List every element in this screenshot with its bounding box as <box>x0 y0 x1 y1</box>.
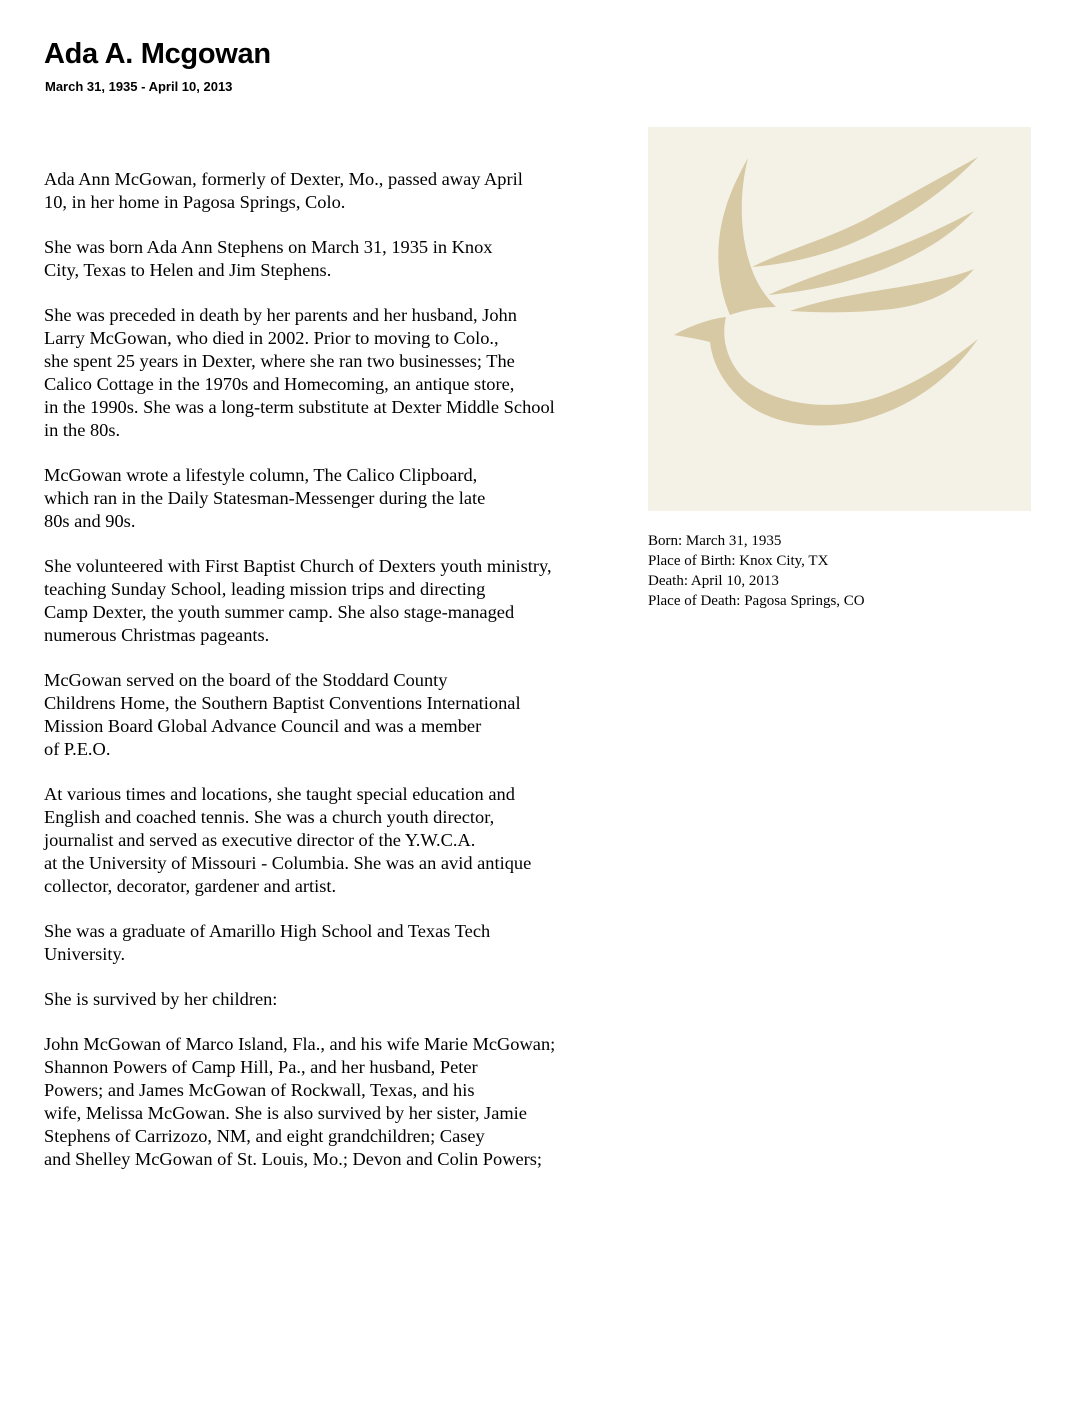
obituary-paragraph <box>44 304 644 442</box>
obituary-line: Childrens Home, the Southern Baptist Conventions International <box>44 693 521 713</box>
obituary-paragraph <box>44 669 644 761</box>
obituary-line: wife, Melissa McGowan. She is also survived by her sister, Jamie <box>44 1103 527 1123</box>
obituary-line: She was preceded in death by her parents and her husband, John <box>44 305 517 325</box>
obituary-paragraph <box>44 555 644 647</box>
dove-icon <box>648 127 1031 511</box>
obituary-line: and Shelley McGowan of St. Louis, Mo.; Devon and Colin Powers; <box>44 1149 543 1169</box>
obituary-paragraph <box>44 1033 644 1171</box>
obituary-line: She is survived by her children: <box>44 989 278 1009</box>
obituary-paragraph <box>44 464 644 533</box>
obituary-line: At various times and locations, she taught special education and <box>44 784 515 804</box>
death-fact: Death: April 10, 2013 <box>648 573 779 589</box>
obituary-line: John McGowan of Marco Island, Fla., and his wife Marie McGowan; <box>44 1034 556 1054</box>
obituary-paragraph <box>44 988 644 1011</box>
obituary-line: University. <box>44 944 126 964</box>
obituary-paragraph <box>44 920 644 966</box>
obituary-line: City, Texas to Helen and Jim Stephens. <box>44 260 332 280</box>
born-fact: Born: March 31, 1935 <box>648 533 782 549</box>
memorial-image <box>648 127 1031 511</box>
vital-facts <box>648 531 865 611</box>
obituary-paragraph <box>44 783 644 898</box>
obituary-line: 80s and 90s. <box>44 511 136 531</box>
obituary-line: in the 80s. <box>44 420 121 440</box>
obituary-line: teaching Sunday School, leading mission trips and directing <box>44 579 486 599</box>
obituary-line: 10, in her home in Pagosa Springs, Colo. <box>44 192 346 212</box>
obituary-line: in the 1990s. She was a long-term substitute at Dexter Middle School <box>44 397 555 417</box>
obituary-line: Powers; and James McGowan of Rockwall, Texas, and his <box>44 1080 475 1100</box>
obituary-line: at the University of Missouri - Columbia. She was an avid antique <box>44 853 532 873</box>
obituary-line: journalist and served as executive director of the Y.W.C.A. <box>44 830 476 850</box>
obituary-line: of P.E.O. <box>44 739 111 759</box>
obituary-line: Ada Ann McGowan, formerly of Dexter, Mo., passed away April <box>44 169 523 189</box>
obituary-line: Larry McGowan, who died in 2002. Prior to moving to Colo., <box>44 328 499 348</box>
obituary-line: McGowan served on the board of the Stoddard County <box>44 670 448 690</box>
obituary-line: which ran in the Daily Statesman-Messenger during the late <box>44 488 486 508</box>
birth-place-fact: Place of Birth: Knox City, TX <box>648 553 829 569</box>
life-dates: March 31, 1935 - April 10, 2013 <box>45 79 233 94</box>
obituary-line: She was born Ada Ann Stephens on March 31, 1935 in Knox <box>44 237 493 257</box>
obituary-line: Stephens of Carrizozo, NM, and eight grandchildren; Casey <box>44 1126 485 1146</box>
death-place-fact: Place of Death: Pagosa Springs, CO <box>648 593 865 609</box>
obituary-line: she spent 25 years in Dexter, where she ran two businesses; The <box>44 351 515 371</box>
obituary-text <box>44 168 644 1193</box>
obituary-line: Shannon Powers of Camp Hill, Pa., and her husband, Peter <box>44 1057 478 1077</box>
obituary-line: collector, decorator, gardener and artist. <box>44 876 337 896</box>
obituary-line: English and coached tennis. She was a church youth director, <box>44 807 495 827</box>
obituary-line: numerous Christmas pageants. <box>44 625 270 645</box>
obituary-line: Calico Cottage in the 1970s and Homecoming, an antique store, <box>44 374 515 394</box>
obituary-line: Mission Board Global Advance Council and was a member <box>44 716 482 736</box>
obituary-line: McGowan wrote a lifestyle column, The Calico Clipboard, <box>44 465 478 485</box>
obituary-line: Camp Dexter, the youth summer camp. She also stage-managed <box>44 602 515 622</box>
obituary-paragraph <box>44 236 644 282</box>
obituary-line: She was a graduate of Amarillo High School and Texas Tech <box>44 921 491 941</box>
deceased-name: Ada A. Mcgowan <box>44 38 271 70</box>
obituary-paragraph <box>44 168 644 214</box>
obituary-line: She volunteered with First Baptist Church of Dexters youth ministry, <box>44 556 552 576</box>
